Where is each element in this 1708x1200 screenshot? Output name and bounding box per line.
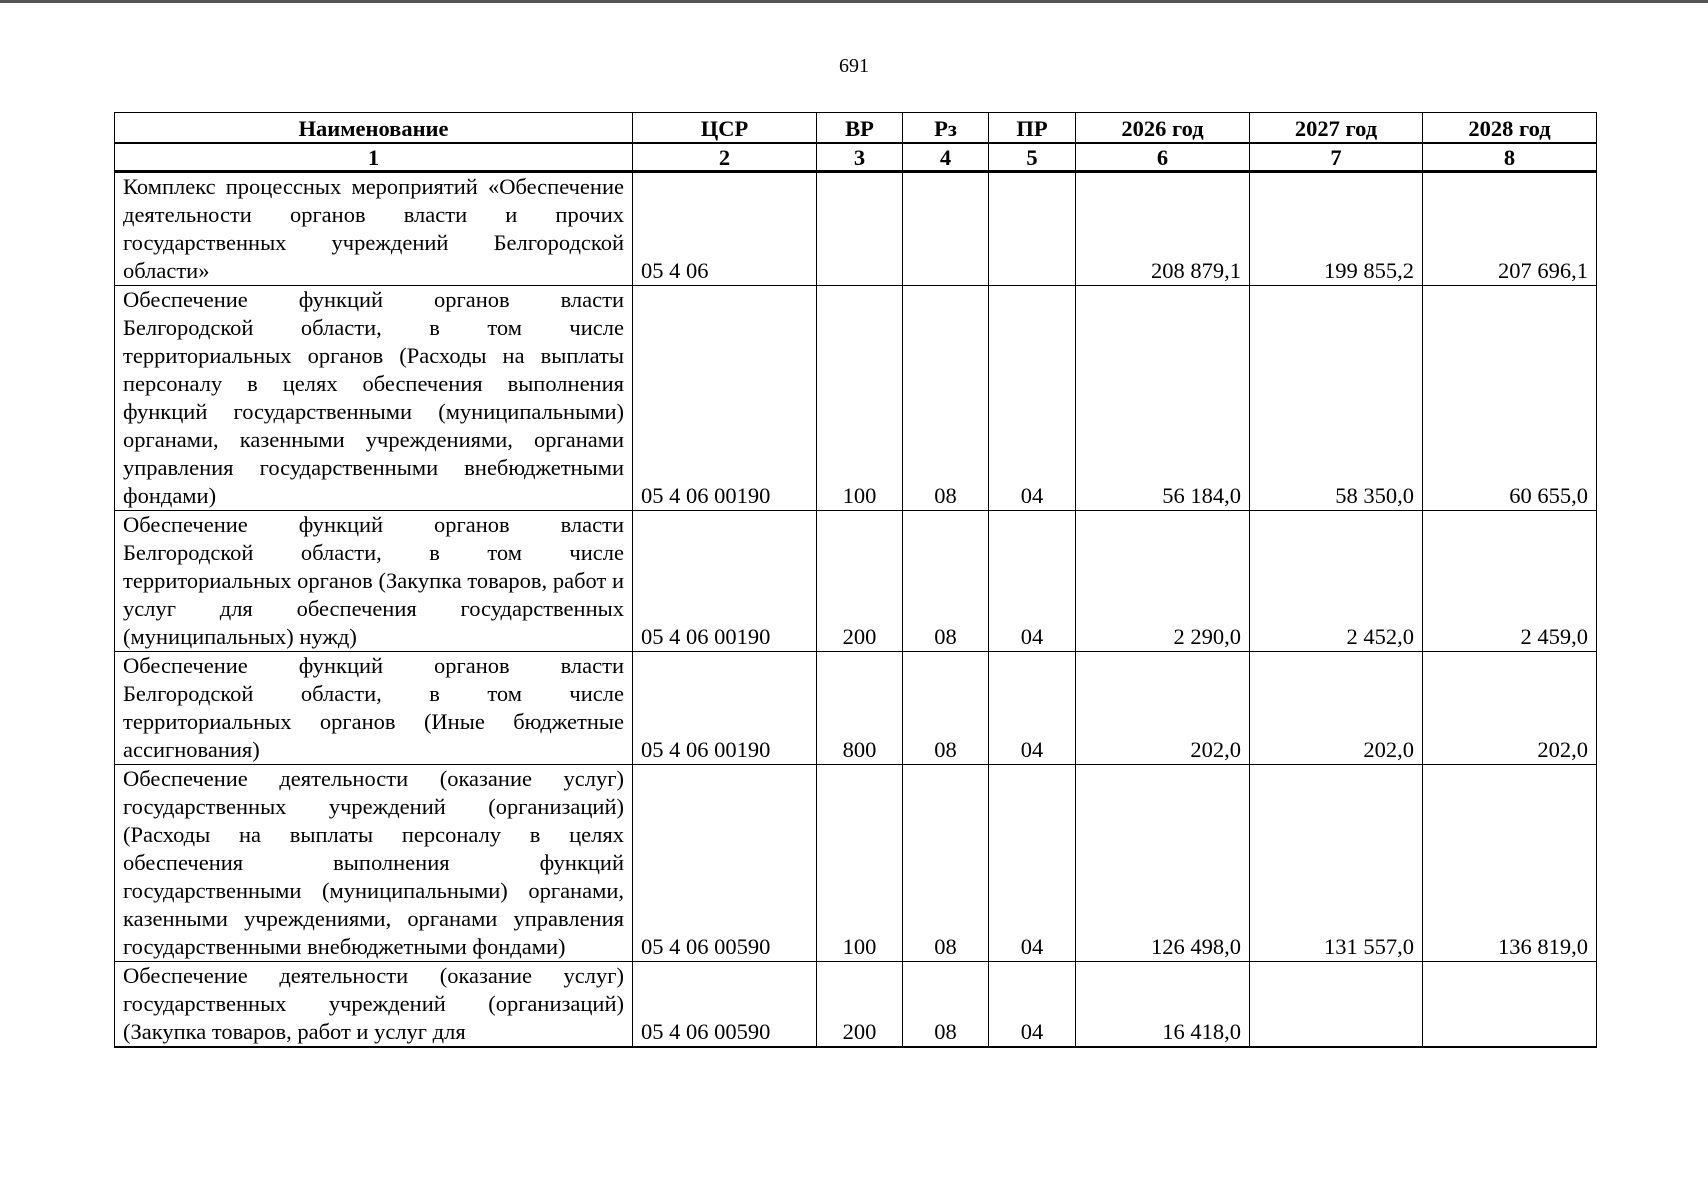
row-name: Обеспечение функций органов власти Белгородской области, в том числе территориальных органов (Расходы на выплаты персоналу в целях обеспечения выполнения функций государственными (муниципальными) органами, казенными учреждениями, органами управления государственными внебюджетными фондами) <box>115 286 633 511</box>
row-csr: 05 4 06 00590 <box>633 962 817 1048</box>
header-name: Наименование <box>115 113 633 144</box>
row-2028: 60 655,0 <box>1423 286 1597 511</box>
column-number: 3 <box>817 143 903 172</box>
row-name: Комплекс процессных мероприятий «Обеспечение деятельности органов власти и прочих государственных учреждений Белгородской области» <box>115 172 633 286</box>
table-row <box>115 962 1597 1048</box>
table-row <box>115 652 1597 765</box>
row-pr <box>989 172 1076 286</box>
header-2028: 2028 год <box>1423 113 1597 144</box>
column-number-row <box>115 143 1597 172</box>
row-2026: 208 879,1 <box>1076 172 1250 286</box>
row-pr: 04 <box>989 652 1076 765</box>
row-csr: 05 4 06 00190 <box>633 511 817 652</box>
row-pr: 04 <box>989 286 1076 511</box>
row-2027: 2 452,0 <box>1250 511 1423 652</box>
row-2026: 126 498,0 <box>1076 765 1250 962</box>
row-rz: 08 <box>903 962 989 1048</box>
row-pr: 04 <box>989 511 1076 652</box>
row-vr: 100 <box>817 765 903 962</box>
row-2028: 202,0 <box>1423 652 1597 765</box>
row-2027: 131 557,0 <box>1250 765 1423 962</box>
row-rz: 08 <box>903 511 989 652</box>
row-2027: 202,0 <box>1250 652 1423 765</box>
row-pr: 04 <box>989 765 1076 962</box>
row-2026: 16 418,0 <box>1076 962 1250 1048</box>
row-csr: 05 4 06 00590 <box>633 765 817 962</box>
header-vr: ВР <box>817 113 903 144</box>
column-number: 1 <box>115 143 633 172</box>
header-pr: ПР <box>989 113 1076 144</box>
header-2027: 2027 год <box>1250 113 1423 144</box>
page-number: 691 <box>839 55 869 77</box>
row-name: Обеспечение функций органов власти Белгородской области, в том числе территориальных органов (Иные бюджетные ассигнования) <box>115 652 633 765</box>
table-row <box>115 511 1597 652</box>
row-vr: 800 <box>817 652 903 765</box>
row-rz <box>903 172 989 286</box>
column-number: 6 <box>1076 143 1250 172</box>
header-2026: 2026 год <box>1076 113 1250 144</box>
row-2026: 2 290,0 <box>1076 511 1250 652</box>
column-number: 4 <box>903 143 989 172</box>
row-vr <box>817 172 903 286</box>
header-rz: Рз <box>903 113 989 144</box>
table-row <box>115 765 1597 962</box>
row-name: Обеспечение деятельности (оказание услуг) государственных учреждений (организаций) (Закупка товаров, работ и услуг для <box>115 962 633 1048</box>
scan-top-edge <box>0 0 1708 3</box>
row-csr: 05 4 06 00190 <box>633 286 817 511</box>
row-csr: 05 4 06 <box>633 172 817 286</box>
row-rz: 08 <box>903 652 989 765</box>
table-row <box>115 286 1597 511</box>
row-vr: 100 <box>817 286 903 511</box>
budget-table <box>114 112 1597 1048</box>
row-2028: 2 459,0 <box>1423 511 1597 652</box>
column-number: 8 <box>1423 143 1597 172</box>
row-name: Обеспечение функций органов власти Белгородской области, в том числе территориальных органов (Закупка товаров, работ и услуг для обеспечения государственных (муниципальных) нужд) <box>115 511 633 652</box>
row-rz: 08 <box>903 286 989 511</box>
row-vr: 200 <box>817 962 903 1048</box>
row-2027: 199 855,2 <box>1250 172 1423 286</box>
row-rz: 08 <box>903 765 989 962</box>
row-pr: 04 <box>989 962 1076 1048</box>
column-number: 2 <box>633 143 817 172</box>
column-number: 5 <box>989 143 1076 172</box>
row-2028: 207 696,1 <box>1423 172 1597 286</box>
row-2026: 202,0 <box>1076 652 1250 765</box>
row-2027: 58 350,0 <box>1250 286 1423 511</box>
header-csr: ЦСР <box>633 113 817 144</box>
row-2028 <box>1423 962 1597 1048</box>
row-vr: 200 <box>817 511 903 652</box>
column-number: 7 <box>1250 143 1423 172</box>
row-name: Обеспечение деятельности (оказание услуг) государственных учреждений (организаций) (Расходы на выплаты персоналу в целях обеспечения выполнения функций государственными (муниципальными) органами, казенными учреждениями, органами управления государственными внебюджетными фондами) <box>115 765 633 962</box>
row-csr: 05 4 06 00190 <box>633 652 817 765</box>
header-row <box>115 113 1597 144</box>
row-2026: 56 184,0 <box>1076 286 1250 511</box>
row-2027 <box>1250 962 1423 1048</box>
row-2028: 136 819,0 <box>1423 765 1597 962</box>
table-row <box>115 172 1597 286</box>
